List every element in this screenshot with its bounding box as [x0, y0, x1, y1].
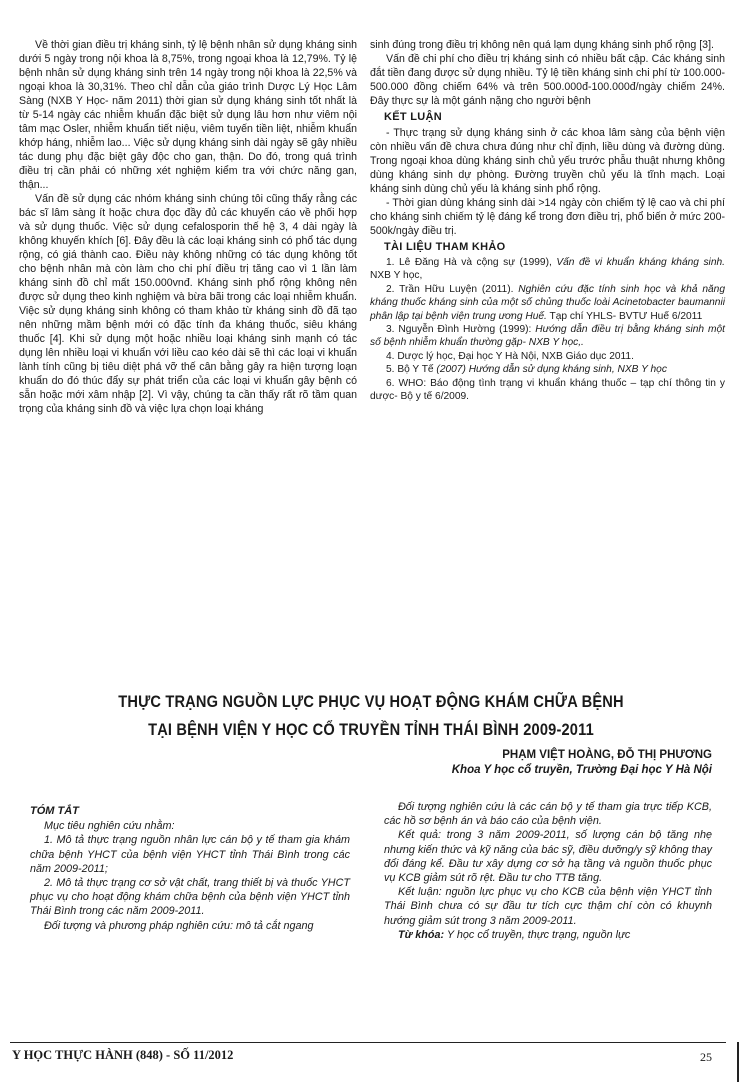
body-paragraph-continued: sinh đúng trong điều trị không nên quá lạm dụng kháng sinh phổ rộng [3].	[370, 39, 714, 51]
previous-article-left-column	[19, 38, 357, 416]
reference-item: 4. Dược lý học, Đại học Y Hà Nội, NXB Giáo dục 2011.	[386, 350, 634, 362]
keywords-label: Từ khóa:	[398, 928, 445, 941]
abstract-objective-intro: Mục tiêu nghiên cứu nhằm:	[44, 820, 175, 833]
page-number: 25	[700, 1050, 712, 1064]
reference-item: 5. Bộ Y Tế (2007) Hướng dẫn sử dụng kháng sinh, NXB Y học	[386, 364, 667, 376]
footer-divider	[10, 1042, 726, 1043]
reference-item: 3. Nguyễn Đình Hường (1999): Hướng dẫn điều trị bằng kháng sinh một số bệnh nhiễm khuẩn thường gặp- NXB Y học,.	[370, 324, 726, 349]
abstract-right-column	[384, 800, 712, 942]
keywords-text: Y học cổ truyền, thực trạng, nguồn lực	[444, 928, 631, 941]
author-block	[372, 748, 712, 778]
journal-footer: Y HỌC THỰC HÀNH (848) - SỐ 11/2012	[12, 1048, 234, 1062]
article-title	[52, 688, 690, 744]
abstract-objective: 2. Mô tả thực trạng cơ sở vật chất, trang thiết bị và thuốc YHCT phục vụ cho hoạt động khám chữa bệnh của bệnh viện YHCT tỉnh Thái Bình trong các năm 2009-2011.	[30, 877, 350, 918]
page-edge-mark	[737, 1042, 739, 1082]
conclusion-point: - Thời gian dùng kháng sinh dài >14 ngày còn chiếm tỷ lệ cao và chi phí cho kháng sinh chiếm tỷ lệ đáng kể trong đơn điều trị, phổ biến ở mức 200-500k/ngày điều trị.	[370, 197, 725, 237]
abstract-keywords	[384, 928, 712, 942]
conclusion-point: - Thực trạng sử dụng kháng sinh ở các khoa lâm sàng của bệnh viện còn nhiều vấn đề chưa chưa đúng như chỉ định, liều dùng và đường dùng. Trong ngoại khoa dùng kháng sinh chủ yếu trước phẫu thuật nhưng không dùng kháng sinh dự phòng. Đường truyền chủ yếu là tĩnh mạch. Loại kháng sinh dùng chủ yếu là kháng sinh phổ rộng.	[370, 127, 725, 195]
abstract-left-column	[30, 804, 350, 933]
reference-item: 1. Lê Đăng Hà và cộng sự (1999), Vấn đề vi khuẩn kháng kháng sinh. NXB Y học,	[370, 257, 725, 282]
reference-item: 6. WHO: Báo động tình trạng vi khuẩn kháng thuốc – tạp chí thông tin y dược- Bộ y tế 6/2009.	[370, 377, 725, 403]
abstract-results: Kết quả: trong 3 năm 2009-2011, số lượng cán bộ tăng nhẹ nhưng kiến thức và kỹ năng của bác sỹ, điều dưỡng/y sỹ không thay đổi đáng kể. Đầu tư xây dựng cơ sở hạ tầng và nguồn thuốc phục vụ KCB giảm sút rõ rệt. Đầu tư cho TTB tăng.	[384, 829, 712, 885]
reference-list	[370, 256, 725, 403]
body-paragraph: Về thời gian điều trị kháng sinh, tỷ lệ bệnh nhân sử dụng kháng sinh dưới 5 ngày trong nội khoa là 8,75%, trong ngoại khoa là 12,79%. Tỷ lệ bệnh nhân sử dụng kháng sinh trên 14 ngày trong nội khoa là 22,5% và ngoại khoa là 30,31%. Theo chỉ dẫn của giáo trình Dược Lý Học Lâm Sàng (NXB Y Học- năm 2011) thời gian sử dụng kháng sinh tốt nhất là từ 5-14 ngày các nhiễm khuẩn đặc biệt sử dụng lâu hơn như viêm nội tâm mạc Osler, nhiễm khuẩn tiết niệu, viêm tuyến tiền liệt, nhiễm khuẩn khớp háng, nhiễm lao... Việc sử dụng kháng sinh dài ngày sẽ gây nhiều tác dung phụ đặc biệt gây độc cho gan, thận. Do đó, trong quá trình điều trị cần phải có những xét nghiệm kiểm tra với chức năng gan, thận...	[19, 39, 357, 191]
author-names: PHẠM VIỆT HOÀNG, ĐỖ THỊ PHƯƠNG	[502, 749, 712, 761]
abstract-heading: TÓM TẮT	[30, 805, 79, 817]
conclusion-heading: KẾT LUẬN	[384, 111, 443, 123]
body-paragraph: Vấn đề sử dụng các nhóm kháng sinh chúng tôi cũng thấy rằng các bác sĩ lâm sàng ít hoặc chưa đọc đầy đủ các khuyến cáo về phối hợp và sử dụng thuốc. Việc sử dụng cefalosporin thế hệ 3, 4 dài ngày là không khuyến khích [6]. Đây đều là các loại kháng sinh có phổ tác dụng rộng, có giá thành cao. Điều này không những có tác dụng không tốt cho bệnh nhân mà còn làm cho chi phí điều trị tăng cao vì 1 lần làm kháng sinh đồ chỉ mất 150.000vnđ. Kháng sinh phổ rộng không nên được sử dụng theo kinh nghiệm và bừa bãi trong các loại nhiễm khuẩn. Việc sử dụng kháng sinh không có tham khảo từ kháng sinh đồ đã tạo nên những mầm bệnh mới có đặc tính đa kháng thuốc, siêu kháng thuốc [4]. Khi sử dụng một hoặc nhiều loại kháng sinh mạnh có tác dụng lên nhiều loại vi khuẩn với liều cao kéo dài sẽ thì các loại vi khuẩn lành tính cũng bị tiêu diệt phá vỡ thế cân bằng gây ra hiện tượng loạn khuẩn do đó thúc đẩy sự phát triển của các loại vi khuẩn gây bệnh có sẵn hoặc mới xâm nhập [2]. Vì vậy, chúng ta cần thấy rất rõ tầm quan trọng của kháng sinh đồ và việc lựa chọn loại kháng	[19, 193, 357, 415]
cost-paragraph: Vấn đề chi phí cho điều trị kháng sinh có nhiều bất cập. Các kháng sinh đắt tiền đang được sử dụng nhiều. Tỷ lệ tiền kháng sinh chi phí từ 100.000-500.000 đồng chiếm 64% và trên 500.000đ-100.000đ/ngày chiếm 24%. Đây thực sự là một gánh nặng cho người bệnh	[370, 53, 725, 107]
references-heading: TÀI LIỆU THAM KHẢO	[384, 241, 506, 253]
abstract-conclusion: Kết luận: nguồn lực phục vụ cho KCB của bệnh viện YHCT tỉnh Thái Bình chưa có sự đầu tư tích cực thậm chí còn có khuynh hướng giảm sút trong 3 năm 2009-2011.	[384, 886, 712, 927]
article-title-line: THỰC TRẠNG NGUỒN LỰC PHỤC VỤ HOẠT ĐỘNG KHÁM CHỮA BỆNH	[118, 692, 624, 711]
author-affiliation: Khoa Y học cổ truyền, Trường Đại học Y Hà Nội	[451, 764, 712, 776]
abstract-objective: 1. Mô tả thực trạng nguồn nhân lực cán bộ y tế tham gia khám chữa bệnh YHCT của bệnh viện YHCT tỉnh Thái Bình trong các năm 2009-2011;	[30, 834, 350, 875]
abstract-subjects: Đối tượng nghiên cứu là các cán bộ y tế tham gia trực tiếp KCB, các hồ sơ bệnh án và báo cáo của bệnh viện.	[384, 801, 712, 828]
abstract-methods: Đối tượng và phương pháp nghiên cứu: mô tả cắt ngang	[44, 919, 314, 932]
previous-article-right-column	[370, 38, 725, 403]
reference-item: 2. Trần Hữu Luyện (2011). Nghiên cứu đặc tính sinh học và khả năng kháng thuốc kháng sinh của một số chủng thuốc loài Acinetobacter baumannii phân lập tại bệnh viện trung ương Huế. Tạp chí YHLS- BVTƯ Huế 6/2011	[370, 283, 725, 322]
article-title-line: TẠI BỆNH VIỆN Y HỌC CỔ TRUYỀN TỈNH THÁI BÌNH 2009-2011	[148, 720, 594, 739]
